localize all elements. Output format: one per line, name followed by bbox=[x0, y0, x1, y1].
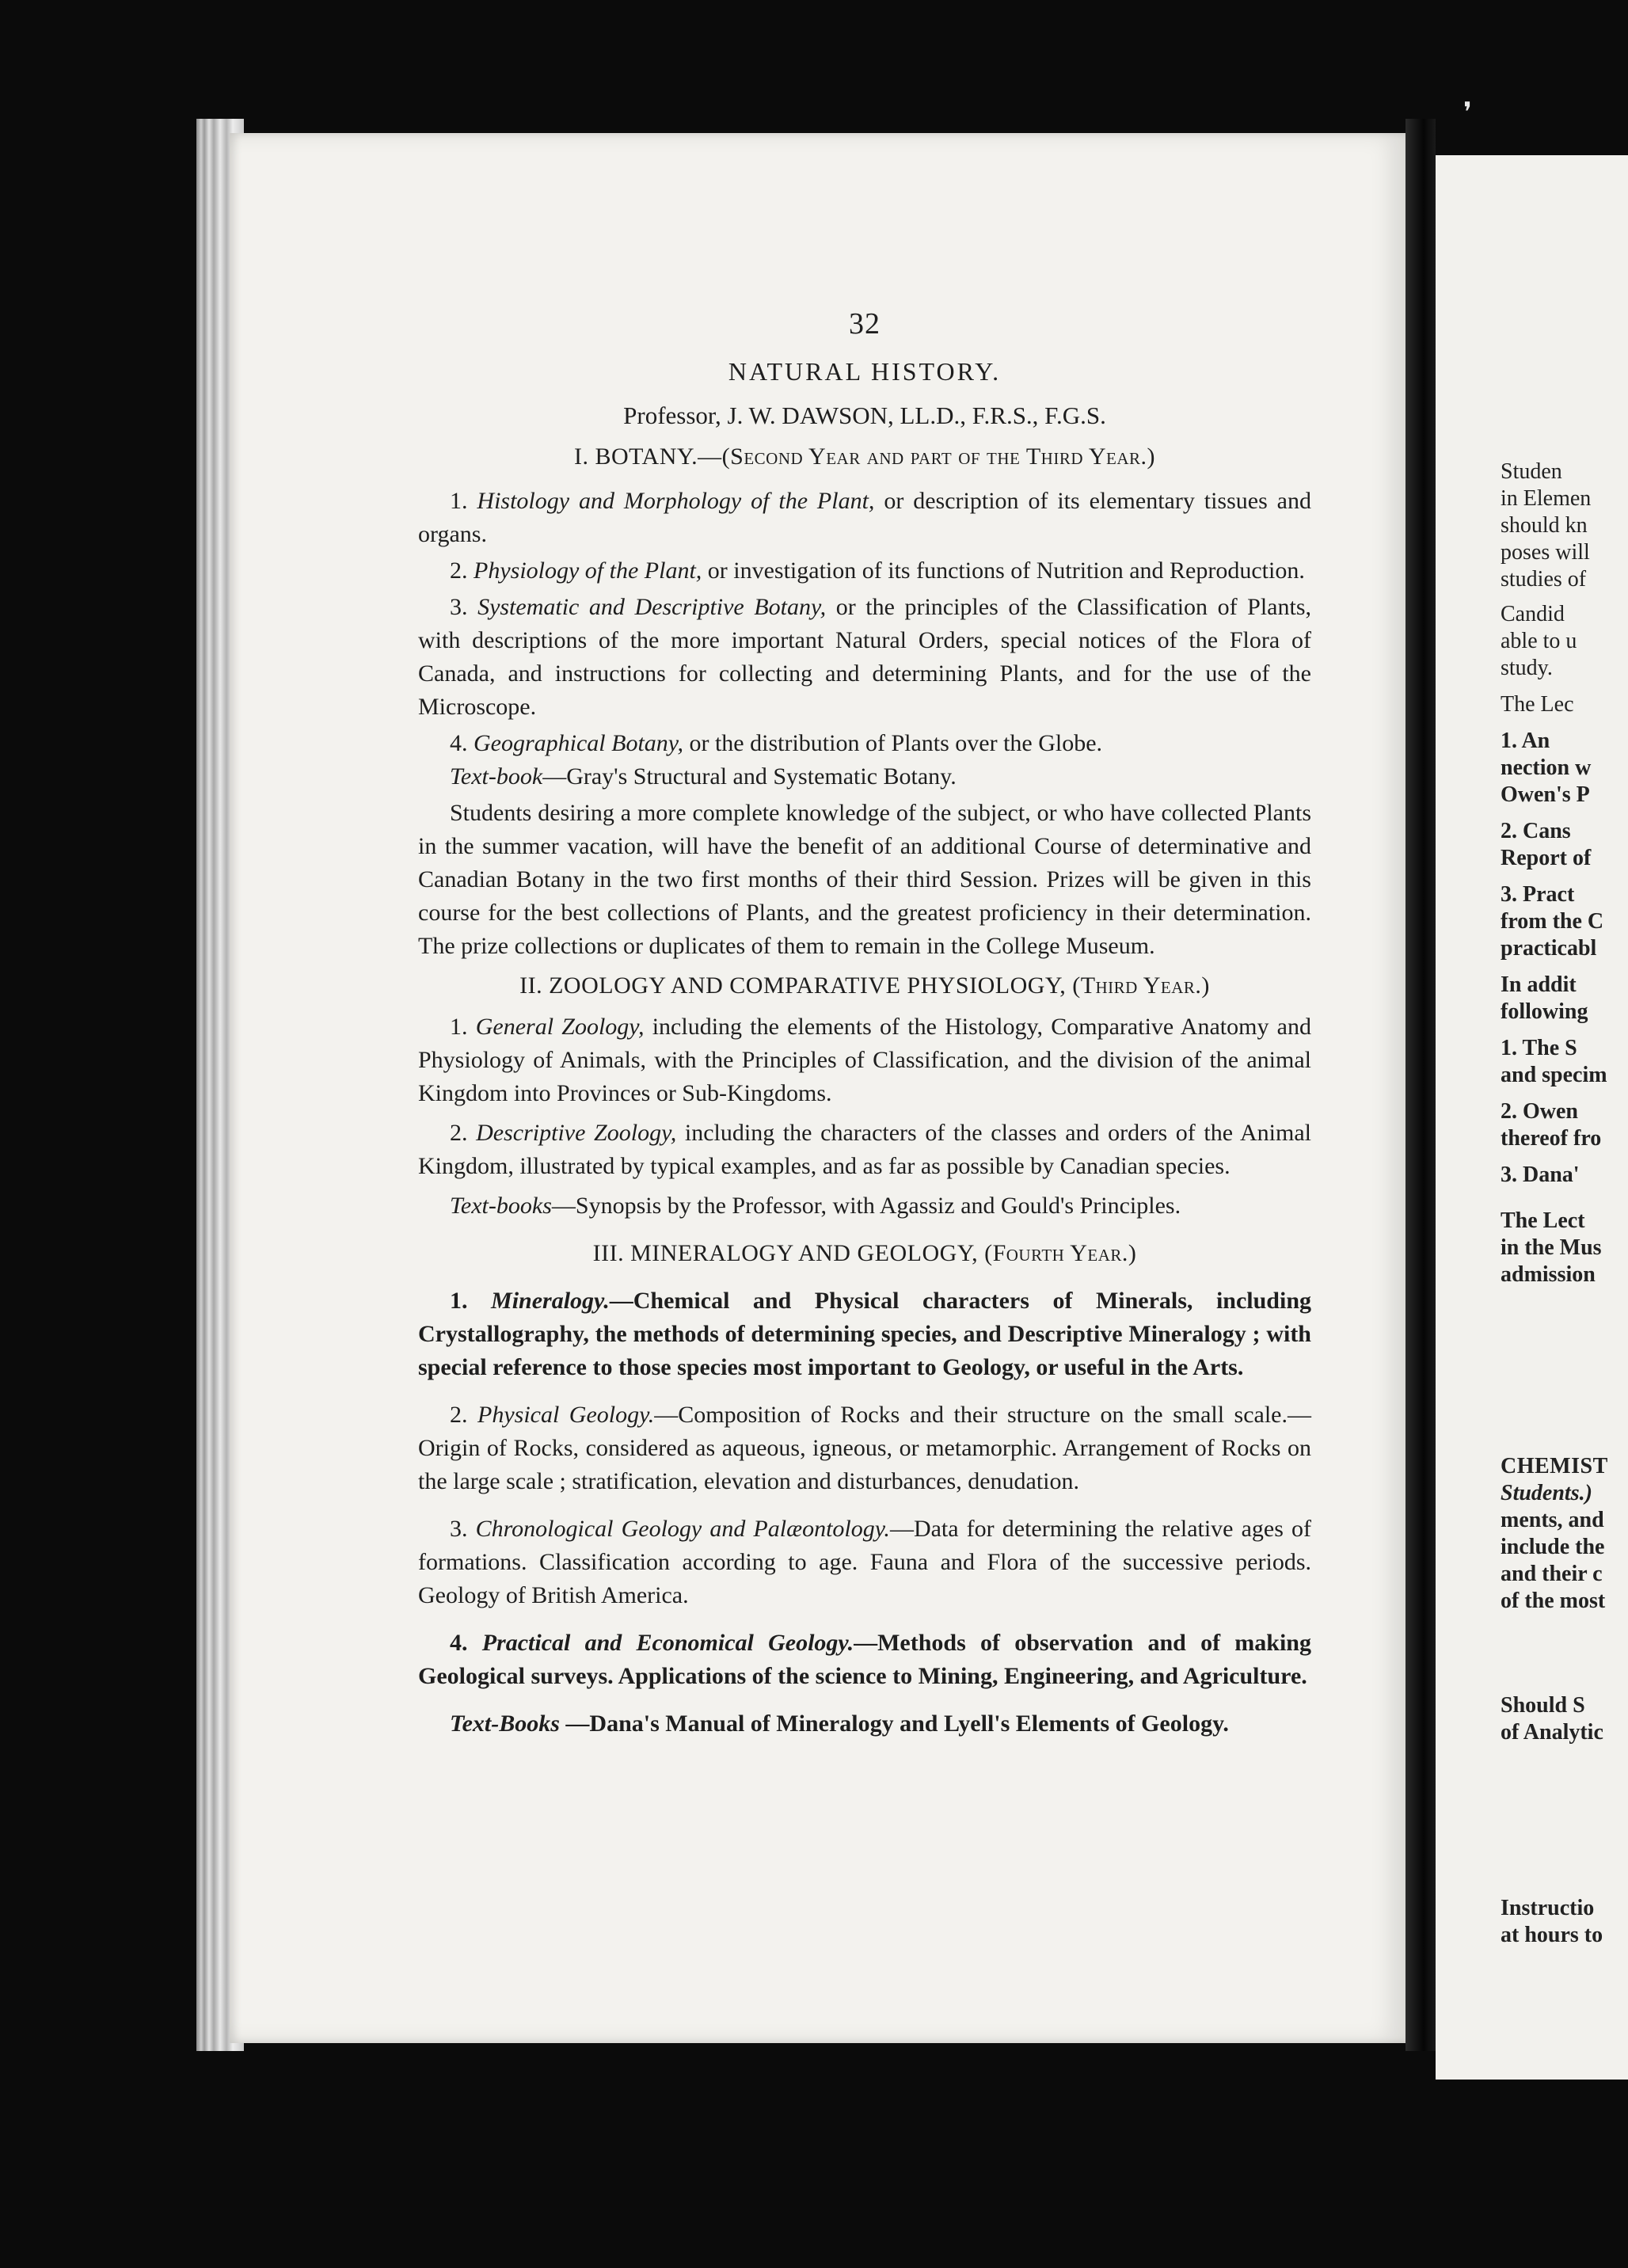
right-fragment: Candid bbox=[1501, 602, 1565, 626]
section-title: NATURAL HISTORY. bbox=[728, 357, 1002, 386]
scan-speck-icon: ❜ bbox=[1463, 98, 1472, 127]
right-fragment: of Analytic bbox=[1501, 1720, 1603, 1745]
botany-item-title: Geographical Botany, bbox=[474, 730, 683, 756]
right-fragment: In addit bbox=[1501, 972, 1577, 997]
right-fragment: and their c bbox=[1501, 1562, 1603, 1586]
right-fragment: and specim bbox=[1501, 1063, 1607, 1087]
right-fragment: 2. Cans bbox=[1501, 819, 1571, 843]
right-fragment: Report of bbox=[1501, 846, 1592, 870]
geology-item-title: Mineralogy. bbox=[491, 1288, 610, 1314]
textbook-label: Text-books bbox=[450, 1193, 552, 1219]
botany-item: 4. Geographical Botany, or the distribution of Plants over the Globe. bbox=[450, 730, 1103, 756]
right-fragment: Owen's P bbox=[1501, 782, 1590, 807]
right-fragment: 1. An bbox=[1501, 729, 1550, 753]
geology-textbook: Text-Books —Dana's Manual of Mineralogy and Lyell's Elements of Geology. bbox=[450, 1711, 1229, 1737]
right-fragment: poses will bbox=[1501, 540, 1590, 565]
textbook-label: Text-Books bbox=[450, 1711, 560, 1737]
page-number: 32 bbox=[849, 307, 881, 341]
right-fragment: Students.) bbox=[1501, 1481, 1592, 1505]
textbook-label: Text-book bbox=[450, 763, 543, 790]
zoology-heading: II. ZOOLOGY AND COMPARATIVE PHYSIOLOGY, (Third Year.) bbox=[519, 972, 1210, 999]
botany-heading: I. BOTANY.—(Second Year and part of the Third Year.) bbox=[573, 443, 1156, 470]
geology-item-title: Practical and Economical Geology. bbox=[481, 1630, 854, 1656]
botany-item: 2. Physiology of the Plant, or investigation of its functions of Nutrition and Reproduction. bbox=[450, 557, 1305, 584]
right-fragment: CHEMIST bbox=[1501, 1454, 1608, 1478]
right-fragment: from the C bbox=[1501, 909, 1604, 934]
right-fragment: ments, and bbox=[1501, 1508, 1604, 1532]
zoology-item: 2. Descriptive Zoology, including the characters of the classes and orders of the Animal Kingdom, illustrated by typical examples, and as far as possible by Canadian species. bbox=[418, 1120, 1311, 1179]
right-fragment: practicabl bbox=[1501, 936, 1597, 961]
right-fragment: study. bbox=[1501, 656, 1553, 680]
geology-item: 1. Mineralogy.—Chemical and Physical characters of Minerals, including Crystallography, the methods of determining species, and Descriptive Mineralogy ; with special reference to those species most important to Geology, or useful in the Arts. bbox=[418, 1288, 1312, 1380]
zoology-textbook: Text-books—Synopsis by the Professor, with Agassiz and Gould's Principles. bbox=[450, 1193, 1181, 1219]
book-gutter bbox=[1405, 119, 1436, 2051]
right-fragment: at hours to bbox=[1501, 1923, 1603, 1947]
right-fragment: 2. Owen bbox=[1501, 1099, 1578, 1124]
right-fragment: following bbox=[1501, 999, 1588, 1024]
geology-item: 4. Practical and Economical Geology.—Methods of observation and of making Geological surveys. Applications of the science to Mining, Engineering, and Agriculture. bbox=[418, 1630, 1311, 1689]
botany-item-title: Histology and Morphology of the Plant, bbox=[477, 488, 875, 514]
right-fragment: in Elemen bbox=[1501, 486, 1592, 511]
professor-line: Professor, J. W. DAWSON, LL.D., F.R.S., F.G.S. bbox=[623, 401, 1106, 429]
right-fragment: admission bbox=[1501, 1262, 1596, 1287]
geology-item-title: Chronological Geology and Palæontology. bbox=[475, 1516, 890, 1542]
right-fragment: 3. Pract bbox=[1501, 882, 1575, 907]
right-fragment: Studen bbox=[1501, 459, 1562, 484]
botany-textbook: Text-book—Gray's Structural and Systematic Botany. bbox=[450, 763, 957, 790]
right-fragment: in the Mus bbox=[1501, 1235, 1602, 1260]
zoology-item-title: Descriptive Zoology, bbox=[476, 1120, 677, 1146]
right-fragment: able to u bbox=[1501, 629, 1577, 653]
zoology-item-title: General Zoology, bbox=[475, 1014, 645, 1040]
geology-heading: III. MINERALOGY AND GEOLOGY, (Fourth Year.) bbox=[592, 1240, 1137, 1266]
botany-item: 1. Histology and Morphology of the Plant, or description of its elementary tissues and organs. bbox=[418, 488, 1311, 547]
right-fragment: 3. Dana' bbox=[1501, 1163, 1580, 1187]
right-fragment: The Lec bbox=[1501, 692, 1574, 717]
right-fragment: should kn bbox=[1501, 513, 1588, 538]
geology-item: 3. Chronological Geology and Palæontology.—Data for determining the relative ages of formations. Classification according to age. Fauna and Flora of the successive periods. Geology of British America. bbox=[418, 1516, 1311, 1608]
botany-item: 3. Systematic and Descriptive Botany, or the principles of the Classification of Plants, with descriptions of the more important Natural Orders, special notices of the Flora of Canada, and instructions for collecting and determining Plants, and for the use of the Microscope. bbox=[418, 594, 1311, 720]
botany-note: Students desiring a more complete knowledge of the subject, or who have collected Plants in the summer vacation, will have the benefit of an additional Course of determinative and Canadian Botany in the two first months of their third Session. Prizes will be given in this course for the best collections of Plants, and the greatest proficiency in their determination. The prize collections or duplicates of them to remain in the College Museum. bbox=[418, 800, 1311, 959]
right-fragment: 1. The S bbox=[1501, 1036, 1577, 1060]
geology-item: 2. Physical Geology.—Composition of Rocks and their structure on the small scale.—Origin of Rocks, considered as aqueous, igneous, or metamorphic. Arrangement of Rocks on the large scale ; stratification, elevation and disturbances, denudation. bbox=[418, 1402, 1312, 1494]
right-fragment: The Lect bbox=[1501, 1208, 1585, 1233]
right-fragment: of the most bbox=[1501, 1589, 1606, 1613]
right-fragment: Instructio bbox=[1501, 1896, 1595, 1920]
geology-item-title: Physical Geology. bbox=[477, 1402, 655, 1428]
right-fragment: thereof fro bbox=[1501, 1126, 1602, 1151]
left-page-text bbox=[418, 307, 1311, 1747]
right-fragment: include the bbox=[1501, 1535, 1605, 1559]
right-fragment: studies of bbox=[1501, 567, 1587, 592]
botany-item-title: Physiology of the Plant, bbox=[474, 557, 702, 584]
botany-item-title: Systematic and Descriptive Botany, bbox=[477, 594, 827, 620]
right-fragment: nection w bbox=[1501, 755, 1592, 780]
right-fragment: Should S bbox=[1501, 1693, 1585, 1718]
zoology-item: 1. General Zoology, including the elements of the Histology, Comparative Anatomy and Physiology of Animals, with the Principles of Classification, and the division of the animal Kingdom into Provinces or Sub-Kingdoms. bbox=[418, 1014, 1312, 1106]
